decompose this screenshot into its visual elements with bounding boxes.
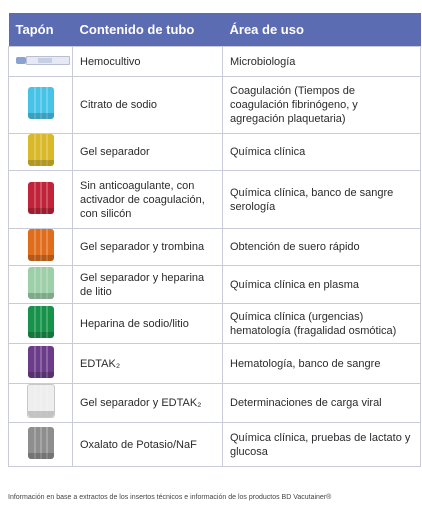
- cap-cell: [9, 77, 73, 134]
- white-cap-icon: [27, 384, 55, 418]
- use-cell: Obtención de suero rápido: [223, 229, 421, 266]
- content-cell: Sin anticoagulante, con activador de coagulación, con silicón: [73, 171, 223, 229]
- tube-table: [8, 13, 421, 467]
- content-cell: Citrato de sodio: [73, 77, 223, 134]
- orange-cap-icon: [28, 229, 54, 261]
- table-row: [9, 134, 421, 171]
- table-row: [9, 304, 421, 344]
- use-cell: Química clínica, banco de sangre serología: [223, 171, 421, 229]
- gray-cap-icon: [28, 427, 54, 459]
- cap-cell: [9, 47, 73, 77]
- content-cell: Gel separador y EDTAK₂: [73, 384, 223, 423]
- table-header-row: [9, 13, 421, 47]
- content-cell: Hemocultivo: [73, 47, 223, 77]
- use-cell: Coagulación (Tiempos de coagulación fibrinógeno, y agregación plaquetaria): [223, 77, 421, 134]
- lavender-cap-icon: [28, 346, 54, 378]
- content-cell: Gel separador y trombina: [73, 229, 223, 266]
- use-cell: Química clínica: [223, 134, 421, 171]
- cap-cell: [9, 344, 73, 384]
- green-cap-icon: [28, 306, 54, 338]
- cap-cell: [9, 384, 73, 423]
- table-row: [9, 384, 421, 423]
- table-row: [9, 77, 421, 134]
- content-cell: Gel separador: [73, 134, 223, 171]
- content-cell: Oxalato de Potasio/NaF: [73, 423, 223, 467]
- table-row: [9, 423, 421, 467]
- footnote: Información en base a extractos de los insertos técnicos e información de los productos BD Vacutainer®: [8, 494, 332, 501]
- table-row: [9, 171, 421, 229]
- use-cell: Química clínica (urgencias) hematología (fragalidad osmótica): [223, 304, 421, 344]
- table-row: [9, 266, 421, 304]
- cap-cell: [9, 304, 73, 344]
- header-cap: Tapón: [9, 13, 73, 47]
- table-row: [9, 47, 421, 77]
- use-cell: Química clínica, pruebas de lactato y glucosa: [223, 423, 421, 467]
- cap-cell: [9, 266, 73, 304]
- cap-cell: [9, 134, 73, 171]
- light-blue-cap-icon: [28, 87, 54, 119]
- table-row: [9, 229, 421, 266]
- use-cell: Química clínica en plasma: [223, 266, 421, 304]
- use-cell: Determinaciones de carga viral: [223, 384, 421, 423]
- light-green-cap-icon: [28, 267, 54, 299]
- use-cell: Hematología, banco de sangre: [223, 344, 421, 384]
- red-cap-icon: [28, 182, 54, 214]
- gold-cap-icon: [28, 134, 54, 166]
- cap-cell: [9, 229, 73, 266]
- use-cell: Microbiología: [223, 47, 421, 77]
- content-cell: Heparina de sodio/litio: [73, 304, 223, 344]
- content-cell: Gel separador y heparina de litio: [73, 266, 223, 304]
- cap-cell: [9, 423, 73, 467]
- cap-cell: [9, 171, 73, 229]
- content-cell: EDTAK₂: [73, 344, 223, 384]
- header-content: Contenido de tubo: [73, 13, 223, 47]
- blood-culture-bottle-icon: [16, 56, 70, 65]
- table-row: [9, 344, 421, 384]
- header-use: Área de uso: [223, 13, 421, 47]
